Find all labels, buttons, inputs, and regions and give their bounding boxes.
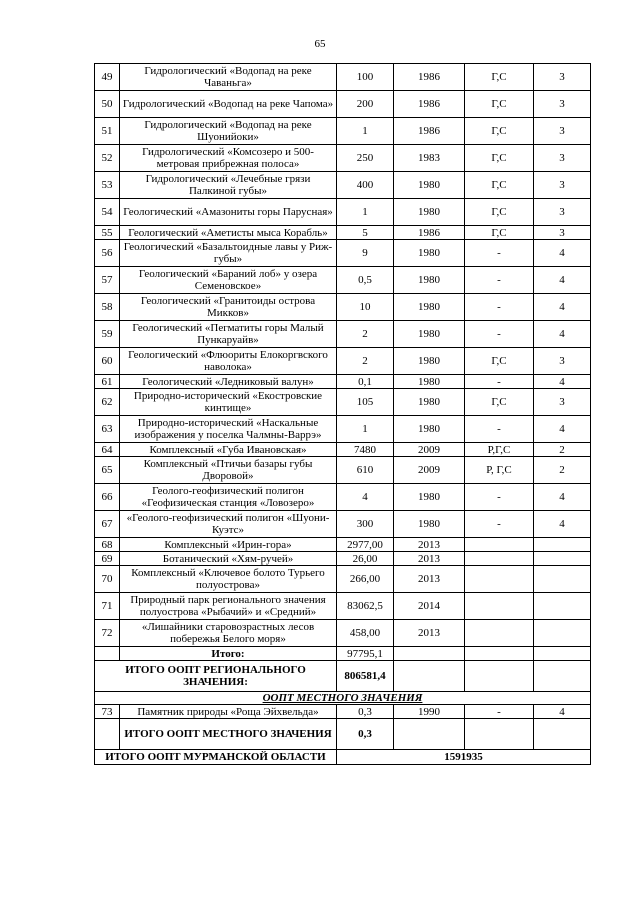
table-row bbox=[95, 705, 591, 719]
row-area: 250 bbox=[337, 145, 394, 172]
row-profile: Г,С bbox=[465, 145, 534, 172]
row-category bbox=[534, 620, 591, 647]
row-number: 64 bbox=[95, 443, 120, 457]
row-area: 105 bbox=[337, 389, 394, 416]
row-number: 70 bbox=[95, 566, 120, 593]
row-year: 1980 bbox=[394, 348, 465, 375]
regional-total-value: 806581,4 bbox=[337, 661, 394, 692]
table-row bbox=[95, 511, 591, 538]
table-body bbox=[95, 64, 591, 647]
row-category: 4 bbox=[534, 416, 591, 443]
row-number: 50 bbox=[95, 91, 120, 118]
row-name: Геологический «Амазониты горы Парусная» bbox=[120, 199, 337, 226]
table-row bbox=[95, 457, 591, 484]
row-category: 4 bbox=[534, 240, 591, 267]
row-category: 2 bbox=[534, 457, 591, 484]
row-name: Комплексный «Птичьи базары губы Дворовой» bbox=[120, 457, 337, 484]
table-row bbox=[95, 443, 591, 457]
row-profile: - bbox=[465, 484, 534, 511]
row-name: Геологический «Флюориты Елокоргвского наволока» bbox=[120, 348, 337, 375]
row-name: «Геолого-геофизический полигон «Шуони-Куэтс» bbox=[120, 511, 337, 538]
row-year: 2013 bbox=[394, 538, 465, 552]
row-profile: - bbox=[465, 705, 534, 719]
table-row bbox=[95, 416, 591, 443]
row-category: 4 bbox=[534, 511, 591, 538]
row-name: Комплексный «Губа Ивановская» bbox=[120, 443, 337, 457]
table-row bbox=[95, 593, 591, 620]
table-row bbox=[95, 294, 591, 321]
row-profile: Р, Г,С bbox=[465, 457, 534, 484]
row-year: 1980 bbox=[394, 416, 465, 443]
row-number: 69 bbox=[95, 552, 120, 566]
row-name: Геологический «Ледниковый валун» bbox=[120, 375, 337, 389]
row-profile bbox=[465, 593, 534, 620]
row-number: 55 bbox=[95, 226, 120, 240]
row-area: 610 bbox=[337, 457, 394, 484]
local-section-heading: ООПТ МЕСТНОГО ЗНАЧЕНИЯ bbox=[95, 692, 591, 705]
row-category: 3 bbox=[534, 118, 591, 145]
row-area: 10 bbox=[337, 294, 394, 321]
row-year: 1980 bbox=[394, 294, 465, 321]
row-category: 2 bbox=[534, 443, 591, 457]
row-area: 83062,5 bbox=[337, 593, 394, 620]
row-number: 51 bbox=[95, 118, 120, 145]
row-year: 1980 bbox=[394, 172, 465, 199]
row-category: 3 bbox=[534, 145, 591, 172]
row-year: 2009 bbox=[394, 457, 465, 484]
row-year: 1983 bbox=[394, 145, 465, 172]
row-year: 1980 bbox=[394, 375, 465, 389]
row-number: 61 bbox=[95, 375, 120, 389]
row-name: Ботанический «Хям-ручей» bbox=[120, 552, 337, 566]
local-total-value: 0,3 bbox=[337, 719, 394, 750]
row-category: 4 bbox=[534, 375, 591, 389]
row-area: 400 bbox=[337, 172, 394, 199]
row-number: 72 bbox=[95, 620, 120, 647]
table-row bbox=[95, 321, 591, 348]
row-profile: Г,С bbox=[465, 389, 534, 416]
table-row bbox=[95, 484, 591, 511]
row-profile bbox=[465, 552, 534, 566]
table-row bbox=[95, 240, 591, 267]
row-year: 1986 bbox=[394, 91, 465, 118]
row-category: 3 bbox=[534, 389, 591, 416]
subtotal-value: 97795,1 bbox=[337, 647, 394, 661]
row-profile bbox=[465, 620, 534, 647]
row-year: 2013 bbox=[394, 620, 465, 647]
regional-total-label: ИТОГО ООПТ РЕГИОНАЛЬНОГО ЗНАЧЕНИЯ: bbox=[95, 661, 337, 692]
row-year: 1980 bbox=[394, 240, 465, 267]
table-row bbox=[95, 552, 591, 566]
row-name: Геологический «Базальтоидные лавы у Риж-губы» bbox=[120, 240, 337, 267]
row-number: 56 bbox=[95, 240, 120, 267]
row-area: 1 bbox=[337, 416, 394, 443]
grand-total-label: ИТОГО ООПТ МУРМАНСКОЙ ОБЛАСТИ bbox=[95, 750, 337, 765]
row-profile: - bbox=[465, 240, 534, 267]
row-name: Комплексный «Ирин-гора» bbox=[120, 538, 337, 552]
row-name: Природно-исторический «Екостровские кинтище» bbox=[120, 389, 337, 416]
row-category bbox=[534, 552, 591, 566]
row-category: 4 bbox=[534, 705, 591, 719]
row-year: 2013 bbox=[394, 566, 465, 593]
row-name: Геологический «Аметисты мыса Корабль» bbox=[120, 226, 337, 240]
row-category: 4 bbox=[534, 484, 591, 511]
row-area: 100 bbox=[337, 64, 394, 91]
row-profile: Г,С bbox=[465, 199, 534, 226]
row-area: 2 bbox=[337, 348, 394, 375]
row-number: 58 bbox=[95, 294, 120, 321]
row-year: 1986 bbox=[394, 118, 465, 145]
row-profile: - bbox=[465, 511, 534, 538]
row-area: 2 bbox=[337, 321, 394, 348]
row-profile: - bbox=[465, 375, 534, 389]
row-year: 2013 bbox=[394, 552, 465, 566]
row-category: 3 bbox=[534, 91, 591, 118]
row-area: 2977,00 bbox=[337, 538, 394, 552]
grand-total-row bbox=[95, 750, 591, 765]
row-profile: Р,Г,С bbox=[465, 443, 534, 457]
row-category: 3 bbox=[534, 199, 591, 226]
table-row bbox=[95, 226, 591, 240]
row-category bbox=[534, 566, 591, 593]
row-name: Памятник природы «Роща Эйхвельда» bbox=[120, 705, 337, 719]
row-year: 1986 bbox=[394, 64, 465, 91]
table-row bbox=[95, 172, 591, 199]
row-area: 5 bbox=[337, 226, 394, 240]
row-area: 0,5 bbox=[337, 267, 394, 294]
row-area: 458,00 bbox=[337, 620, 394, 647]
table-row bbox=[95, 267, 591, 294]
row-name: Гидрологический «Водопад на реке Шуонийоки» bbox=[120, 118, 337, 145]
row-year: 1980 bbox=[394, 199, 465, 226]
row-number: 60 bbox=[95, 348, 120, 375]
row-profile: Г,С bbox=[465, 118, 534, 145]
row-number: 73 bbox=[95, 705, 120, 719]
local-total-label: ИТОГО ООПТ МЕСТНОГО ЗНАЧЕНИЯ bbox=[120, 719, 337, 750]
table-row bbox=[95, 91, 591, 118]
row-name: Геологический «Гранитоиды острова Микков» bbox=[120, 294, 337, 321]
row-name: Геологический «Бараний лоб» у озера Семеновское» bbox=[120, 267, 337, 294]
row-year: 1986 bbox=[394, 226, 465, 240]
row-number: 71 bbox=[95, 593, 120, 620]
row-area: 300 bbox=[337, 511, 394, 538]
row-profile bbox=[465, 538, 534, 552]
row-name: Геолого-геофизический полигон «Геофизическая станция «Ловозеро» bbox=[120, 484, 337, 511]
row-number: 65 bbox=[95, 457, 120, 484]
row-number: 62 bbox=[95, 389, 120, 416]
row-number: 57 bbox=[95, 267, 120, 294]
row-profile: - bbox=[465, 416, 534, 443]
row-area: 266,00 bbox=[337, 566, 394, 593]
row-profile: - bbox=[465, 267, 534, 294]
row-number: 67 bbox=[95, 511, 120, 538]
row-name: Гидрологический «Комсозеро и 500-метровая прибрежная полоса» bbox=[120, 145, 337, 172]
row-profile: Г,С bbox=[465, 348, 534, 375]
row-name: Природно-исторический «Наскальные изображения у поселка Чалмны-Варрэ» bbox=[120, 416, 337, 443]
row-profile: Г,С bbox=[465, 226, 534, 240]
row-year: 2009 bbox=[394, 443, 465, 457]
row-category: 3 bbox=[534, 226, 591, 240]
row-area: 4 bbox=[337, 484, 394, 511]
row-year: 1980 bbox=[394, 484, 465, 511]
totals-body bbox=[95, 647, 591, 765]
row-category: 3 bbox=[534, 172, 591, 199]
row-number: 49 bbox=[95, 64, 120, 91]
row-year: 1980 bbox=[394, 321, 465, 348]
row-name: Гидрологический «Водопад на реке Чаваньга» bbox=[120, 64, 337, 91]
row-name: «Лишайники старовозрастных лесов побережья Белого моря» bbox=[120, 620, 337, 647]
table-row bbox=[95, 199, 591, 226]
row-name: Природный парк регионального значения полуострова «Рыбачий» и «Средний» bbox=[120, 593, 337, 620]
row-year: 1990 bbox=[394, 705, 465, 719]
row-number: 54 bbox=[95, 199, 120, 226]
row-category: 3 bbox=[534, 64, 591, 91]
row-number: 59 bbox=[95, 321, 120, 348]
row-profile: Г,С bbox=[465, 172, 534, 199]
row-profile: - bbox=[465, 294, 534, 321]
grand-total-value: 1591935 bbox=[337, 750, 591, 765]
row-number: 68 bbox=[95, 538, 120, 552]
row-number: 63 bbox=[95, 416, 120, 443]
row-profile bbox=[465, 566, 534, 593]
page-number: 65 bbox=[314, 38, 326, 50]
row-area: 1 bbox=[337, 118, 394, 145]
table-row bbox=[95, 145, 591, 172]
row-year: 1980 bbox=[394, 267, 465, 294]
table-row bbox=[95, 348, 591, 375]
row-category bbox=[534, 593, 591, 620]
row-profile: Г,С bbox=[465, 91, 534, 118]
row-year: 1980 bbox=[394, 389, 465, 416]
row-area: 200 bbox=[337, 91, 394, 118]
table-row bbox=[95, 620, 591, 647]
row-category bbox=[534, 538, 591, 552]
table-row bbox=[95, 389, 591, 416]
regional-total-row bbox=[95, 661, 591, 692]
row-year: 1980 bbox=[394, 511, 465, 538]
row-profile: Г,С bbox=[465, 64, 534, 91]
row-name: Комплексный «Ключевое болото Турьего полуострова» bbox=[120, 566, 337, 593]
row-number: 52 bbox=[95, 145, 120, 172]
table-row bbox=[95, 566, 591, 593]
row-name: Геологический «Пегматиты горы Малый Пункаруайв» bbox=[120, 321, 337, 348]
row-category: 4 bbox=[534, 267, 591, 294]
table-row bbox=[95, 375, 591, 389]
row-name: Гидрологический «Водопад на реке Чапома» bbox=[120, 91, 337, 118]
protected-areas-table bbox=[94, 63, 591, 765]
row-name: Гидрологический «Лечебные грязи Палкиной губы» bbox=[120, 172, 337, 199]
table-row bbox=[95, 538, 591, 552]
subtotal-row bbox=[95, 647, 591, 661]
subtotal-label: Итого: bbox=[120, 647, 337, 661]
row-area: 9 bbox=[337, 240, 394, 267]
row-number: 53 bbox=[95, 172, 120, 199]
row-area: 0,3 bbox=[337, 705, 394, 719]
row-area: 26,00 bbox=[337, 552, 394, 566]
row-area: 7480 bbox=[337, 443, 394, 457]
row-category: 3 bbox=[534, 348, 591, 375]
row-number: 66 bbox=[95, 484, 120, 511]
table-row bbox=[95, 64, 591, 91]
local-total-row bbox=[95, 719, 591, 750]
row-year: 2014 bbox=[394, 593, 465, 620]
row-category: 4 bbox=[534, 294, 591, 321]
row-area: 0,1 bbox=[337, 375, 394, 389]
row-profile: - bbox=[465, 321, 534, 348]
table-row bbox=[95, 118, 591, 145]
row-category: 4 bbox=[534, 321, 591, 348]
row-area: 1 bbox=[337, 199, 394, 226]
local-section-row bbox=[95, 692, 591, 705]
